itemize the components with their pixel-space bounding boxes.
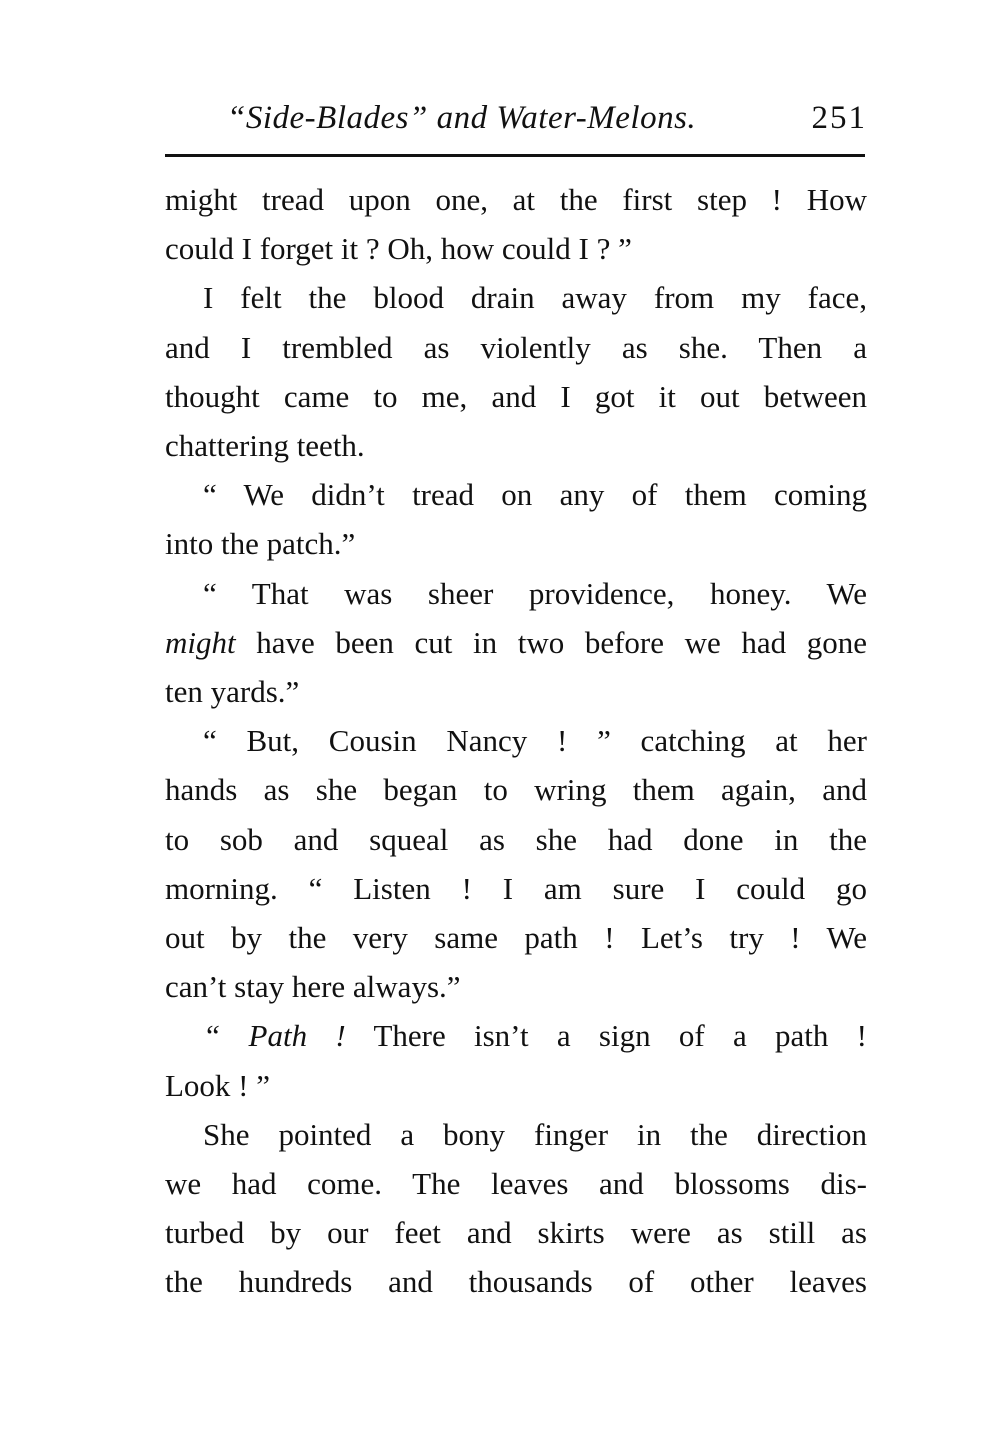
- text-line: ten yards.”: [165, 674, 300, 710]
- text-line: “ But, Cousin Nancy ! ” catching at her: [203, 723, 867, 759]
- text-line: hands as she began to wring them again, and: [165, 772, 867, 808]
- paragraph-6: [165, 1011, 867, 1109]
- text-line: I felt the blood drain away from my face,: [203, 280, 867, 316]
- text-line: and I trembled as violently as she. Then a: [165, 329, 867, 365]
- italic-word: might: [165, 624, 236, 660]
- text-line: out by the very same path ! Let’s try ! We: [165, 920, 867, 956]
- text-line: into the patch.”: [165, 526, 356, 562]
- running-head: [165, 92, 867, 144]
- text-line: Look ! ”: [165, 1067, 271, 1103]
- italic-phrase: “ Path !: [203, 1018, 346, 1054]
- text-line: might tread upon one, at the first step ! How: [165, 182, 867, 217]
- page-number: 251: [811, 100, 867, 136]
- text-run: have been cut in two before we had gone: [256, 624, 868, 660]
- header-rule: [165, 154, 865, 157]
- paragraph-3: [165, 470, 867, 568]
- text-line: morning. “ Listen ! I am sure I could go: [165, 870, 867, 906]
- text-line: to sob and squeal as she had done in the: [165, 821, 867, 857]
- text-line-with-italic: [165, 1011, 867, 1060]
- text-line-with-italic: [165, 618, 867, 667]
- text-line: the hundreds and thousands of other leaves: [165, 1264, 867, 1300]
- text-line: turbed by our feet and skirts were as still as: [165, 1215, 867, 1251]
- text-line: could I forget it ? Oh, how could I ? ”: [165, 231, 632, 267]
- text-line: thought came to me, and I got it out between: [165, 378, 867, 414]
- text-line: “ That was sheer providence, honey. We: [203, 575, 867, 611]
- paragraph-7: [165, 1110, 867, 1307]
- paragraph-1: [165, 175, 867, 273]
- text-line: we had come. The leaves and blossoms dis-: [165, 1166, 867, 1202]
- text-line: chattering teeth.: [165, 428, 365, 464]
- paragraph-4: [165, 569, 867, 717]
- text-line: “ We didn’t tread on any of them coming: [203, 477, 867, 513]
- text-line: She pointed a bony finger in the direction: [203, 1116, 867, 1152]
- text-line: can’t stay here always.”: [165, 969, 461, 1005]
- paragraph-5: [165, 716, 867, 1011]
- text-run: There isn’t a sign of a path !: [373, 1018, 867, 1054]
- body-text: [165, 175, 867, 1307]
- book-page: [165, 92, 867, 1307]
- paragraph-2: [165, 273, 867, 470]
- running-title: “Side-Blades” and Water-Melons.: [227, 100, 697, 136]
